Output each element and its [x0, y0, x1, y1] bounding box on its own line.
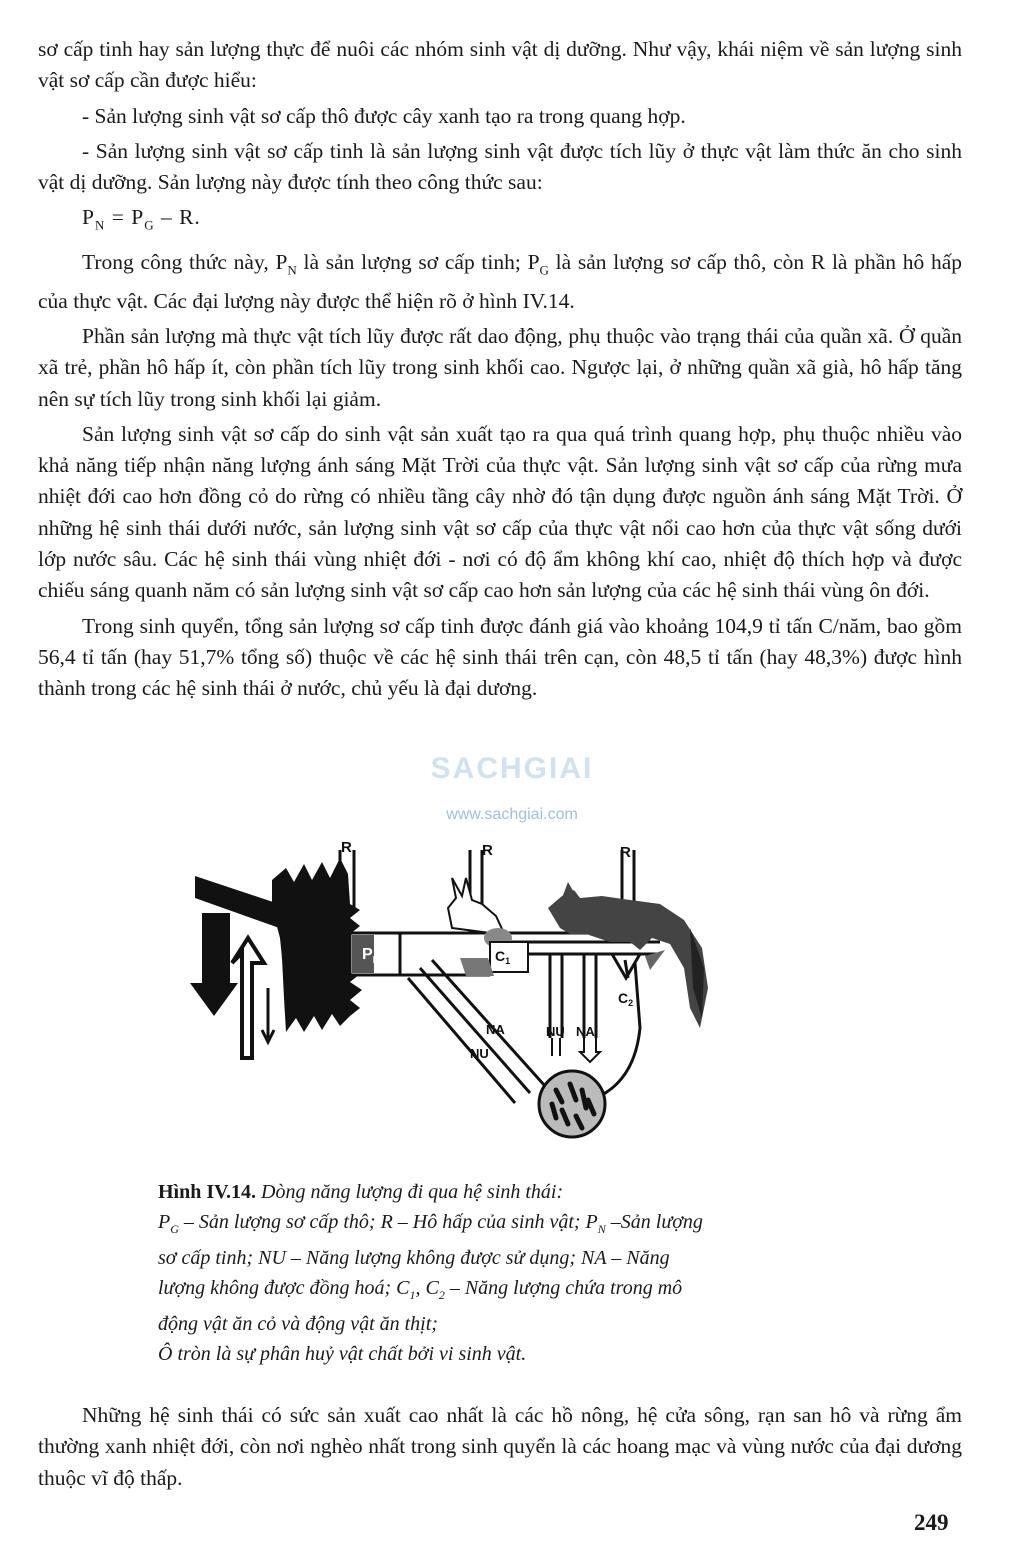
- label-nu-center: NU: [546, 1024, 565, 1039]
- paragraph-4: Trong công thức này, $P_N$ là sản lượng sơ cấp tinh; $P_G$ là sản lượng sơ cấp thô, còn R là phần hô hấp của thực vật. Các đại lượng này được thể hiện rõ ở hình IV.14.: [38, 250, 963, 313]
- paragraph-2: - Sản lượng sinh vật sơ cấp thô được cây xanh tạo ra trong quang hợp.: [82, 103, 686, 128]
- caption-line-6: Ô tròn là sự phân huỷ vật chất bởi vi sinh vật.: [158, 1342, 527, 1365]
- label-pg: $\to P_G$: [278, 945, 315, 967]
- label-nu-left: NU: [470, 1046, 489, 1061]
- page-number: 249: [914, 1510, 949, 1535]
- formula: $P_N = P_G - R$.: [82, 205, 201, 233]
- label-r-carnivore: R: [620, 844, 631, 861]
- paragraph-6: Sản lượng sinh vật sơ cấp do sinh vật sản xuất tạo ra qua quá trình quang hợp, phụ thuộc nhiều vào khả năng tiếp nhận năng lượng ánh sáng Mặt Trời của thực vật. Sản lượng sinh vật sơ cấp của rừng mưa nhiệt đới cao hơn đồng cỏ do rừng có nhiều tầng cây nhờ đó tận dụng được nguồn ánh sáng Mặt Trời. Ở những hệ sinh thái dưới nước, sản lượng sinh vật sơ cấp của thực vật nổi cao hơn của thực vật sống dưới lớp nước sâu. Các hệ sinh thái vùng nhiệt đới - nơi có độ ẩm không khí cao, nhiệt độ thích hợp và được chiếu sáng quanh năm có sản lượng sinh vật sơ cấp cao hơn sản lượng của các hệ sinh thái vùng ôn đới.: [38, 421, 962, 603]
- label-pn: $P_N$: [362, 946, 380, 966]
- rabbit: [448, 878, 512, 948]
- caption-line-1: Hình IV.14. Dòng năng lượng đi qua hệ sinh thái:: [158, 1181, 564, 1203]
- paragraph-7: Trong sinh quyển, tổng sản lượng sơ cấp tinh được đánh giá vào khoảng 104,9 tỉ tấn C/năm, bao gồm 56,4 tỉ tấn (hay 51,7% tổng số) thuộc về các hệ sinh thái trên cạn, còn 48,5 tỉ tấn (hay 48,3%) được hình thành trong các hệ sinh thái ở nước, chủ yếu là đại dương.: [38, 613, 962, 701]
- transfer-channels: [400, 850, 660, 1103]
- caption-line-2: $P_G$ – Sản lượng sơ cấp thô; R – Hô hấp của sinh vật; $P_N$ –Sản lượng: [158, 1210, 703, 1236]
- nu-na-arrows: [552, 1038, 600, 1062]
- label-r-herbivore: R: [482, 842, 493, 859]
- caption-line-5: động vật ăn cỏ và động vật ăn thịt;: [158, 1313, 438, 1335]
- closing-paragraph: Những hệ sinh thái có sức sản xuất cao nhất là các hồ nông, hệ cửa sông, rạn san hô và rừng ẩm thường xanh nhiệt đới, còn nơi nghèo nhất trong sinh quyển là các hoang mạc và vùng nước của đại dương thuộc vĩ độ thấp.: [38, 1403, 962, 1490]
- decomposition-circle: [539, 1071, 605, 1137]
- sunlight-beams: [190, 876, 285, 1058]
- watermark-url: www.sachgiai.com: [446, 806, 578, 823]
- caption-line-3: sơ cấp tinh; NU – Năng lượng không được sử dụng; NA – Năng: [158, 1247, 670, 1269]
- paragraph-3: - Sản lượng sinh vật sơ cấp tinh là sản lượng sinh vật được tích lũy ở thực vật làm thức ăn cho sinh vật dị dưỡng. Sản lượng này được tính theo công thức sau:: [38, 138, 962, 195]
- main-text: [38, 34, 962, 705]
- c1-area: [460, 942, 528, 976]
- caption-line-4: lượng không được đồng hoá; $C_1$, $C_2$ – Năng lượng chứa trong mô: [158, 1276, 683, 1302]
- producer-plant: [272, 850, 400, 1032]
- paragraph-5: Phần sản lượng mà thực vật tích lũy được rất dao động, phụ thuộc vào trạng thái của quần xã. Ở quần xã trẻ, phần hô hấp ít, còn phần tích lũy trong sinh khối cao. Ngược lại, ở những quần xã già, hô hấp tăng nên sự tích lũy trong sinh khối lại giảm.: [38, 323, 962, 411]
- label-na-left: NA: [486, 1022, 505, 1037]
- closing-text: [38, 1400, 962, 1494]
- label-c1: $C_1$: [495, 948, 511, 966]
- label-r-producer: R: [341, 839, 352, 856]
- label-c2: $C_2$: [618, 990, 634, 1008]
- paragraph-1: sơ cấp tinh hay sản lượng thực để nuôi các nhóm sinh vật dị dưỡng. Như vậy, khái niệm về sản lượng sinh vật sơ cấp cần được hiểu:: [38, 37, 962, 93]
- energy-flow-figure: [190, 838, 710, 1148]
- watermark-brand: SACHGIAI: [430, 752, 594, 785]
- label-na-center: NA: [576, 1024, 595, 1039]
- figure-caption: [158, 1178, 858, 1369]
